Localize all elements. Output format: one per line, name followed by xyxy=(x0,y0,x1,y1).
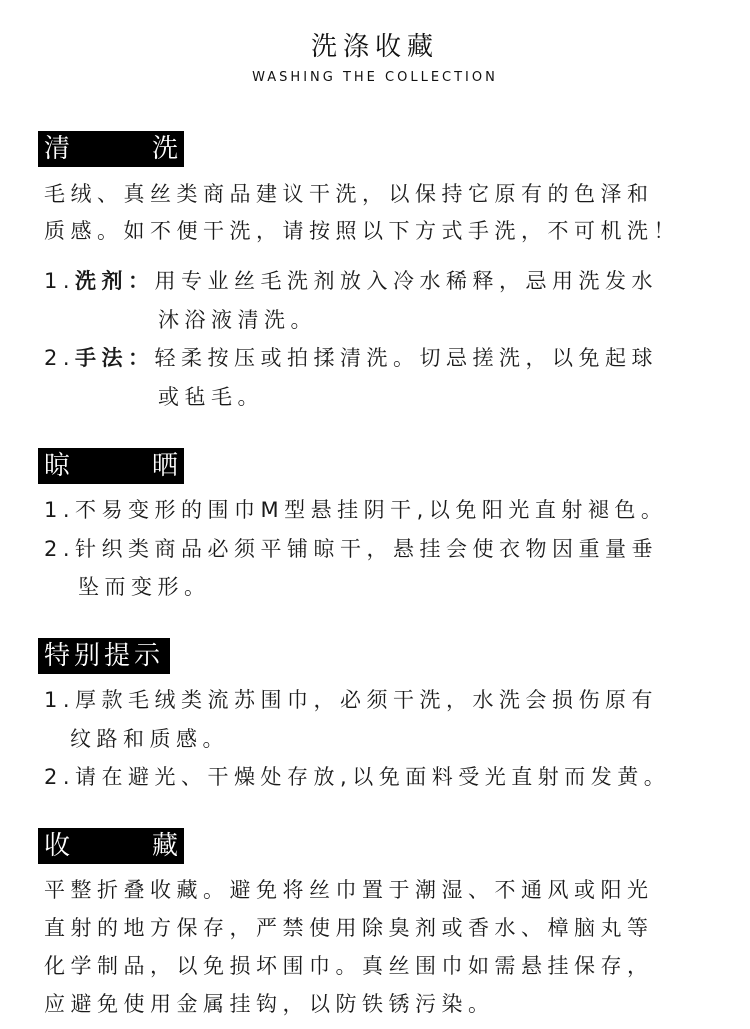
section-heading-notice: 特别提示 xyxy=(38,638,170,674)
section-heading-wash xyxy=(38,131,184,167)
dry-item-1: 1.不易变形的围巾M型悬挂阴干,以免阳光直射褪色。 xyxy=(44,498,668,522)
notice-item-2: 2.请在避光、干燥处存放,以免面料受光直射而发黄。 xyxy=(44,765,671,789)
notice-item-1-cont: 纹路和质感。 xyxy=(70,727,229,751)
page-title: 洗涤收藏 xyxy=(310,32,439,62)
item-number: 1. xyxy=(44,269,76,293)
notice-item-1: 1.厚款毛绒类流苏围巾，必须干洗，水洗会损伤原有 xyxy=(44,688,659,712)
dry-item-2-cont: 坠而变形。 xyxy=(78,575,211,599)
wash-intro-line: 质感。如不便干洗，请按照以下方式手洗，不可机洗！ xyxy=(44,219,680,243)
heading-char: 洗 xyxy=(151,134,178,164)
page-subtitle: WASHING THE COLLECTION xyxy=(252,70,498,85)
wash-intro-line: 毛绒、真丝类商品建议干洗，以保持它原有的色泽和 xyxy=(44,182,654,206)
store-line: 应避免使用金属挂钩，以防铁锈污染。 xyxy=(44,992,495,1016)
dry-item-2: 2.针织类商品必须平铺晾干，悬挂会使衣物因重量垂 xyxy=(44,537,659,561)
store-line: 平整折叠收藏。避免将丝巾置于潮湿、不通风或阳光 xyxy=(44,878,654,902)
wash-item-technique xyxy=(44,342,658,372)
item-text: 用专业丝毛洗剂放入冷水稀释，忌用洗发水 xyxy=(154,269,659,293)
store-line: 直射的地方保存，严禁使用除臭剂或香水、樟脑丸等 xyxy=(44,916,654,940)
section-heading-dry xyxy=(38,448,184,484)
item-label: 洗剂： xyxy=(75,269,155,293)
store-line: 化学制品，以免损坏围巾。真丝围巾如需悬挂保存， xyxy=(44,954,654,978)
wash-item-technique-cont: 或毡毛。 xyxy=(158,385,264,409)
wash-item-detergent xyxy=(44,265,658,295)
item-text: 轻柔按压或拍揉清洗。切忌搓洗，以免起球 xyxy=(154,346,659,370)
heading-char: 藏 xyxy=(151,831,178,861)
heading-char: 晒 xyxy=(151,451,178,481)
heading-char: 清 xyxy=(44,134,71,164)
item-number: 2. xyxy=(44,346,76,370)
item-label: 手法： xyxy=(75,346,155,370)
heading-char: 收 xyxy=(44,831,71,861)
heading-char: 晾 xyxy=(44,451,71,481)
section-heading-store xyxy=(38,828,184,864)
wash-item-detergent-cont: 沐浴液清洗。 xyxy=(158,308,317,332)
